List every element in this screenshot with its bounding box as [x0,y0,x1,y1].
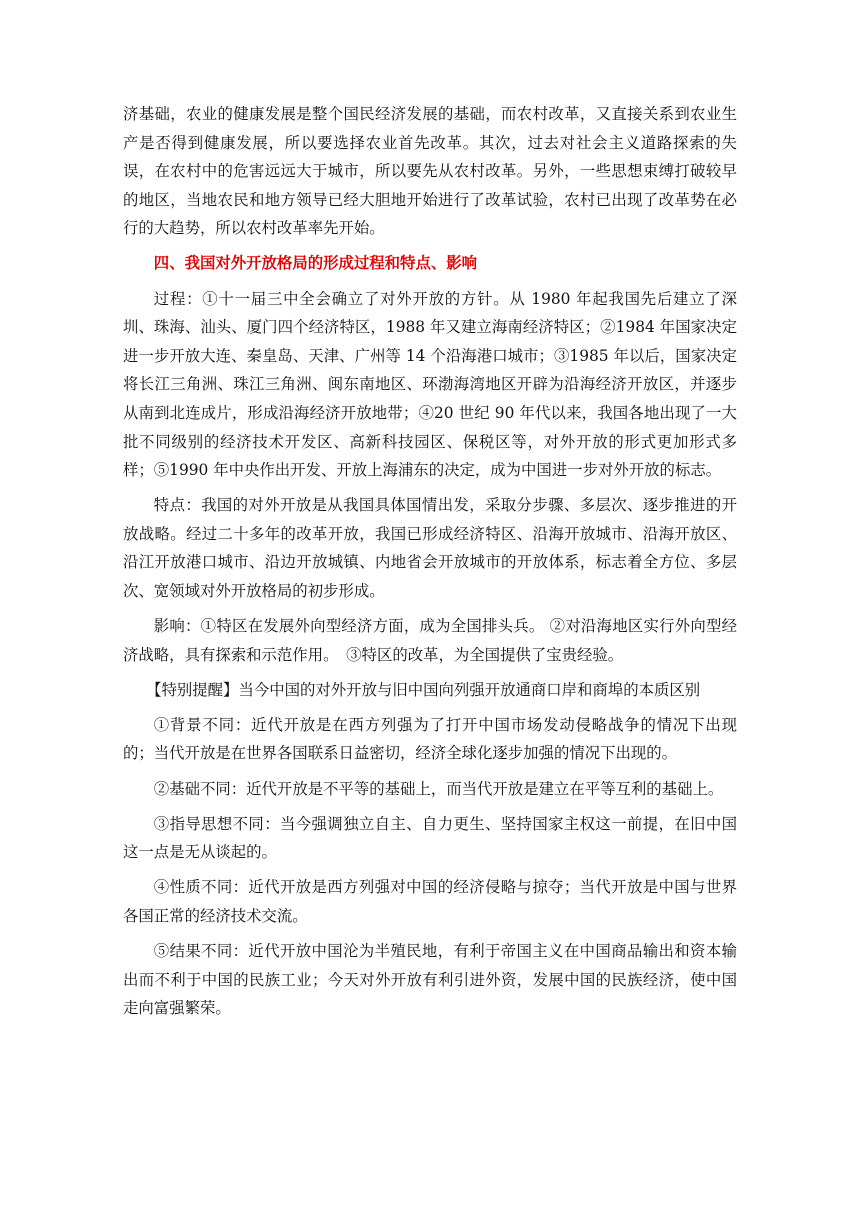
difference-guiding-thought: ③指导思想不同：当今强调独立自主、自力更生、坚持国家主权这一前提，在旧中国这一点是无从谈起的。 [123,814,737,862]
paragraph-process: 过程：①十一届三中全会确立了对外开放的方针。从 1980 年起我国先后建立了深圳、珠海、汕头、厦门四个经济特区，1988 年又建立海南经济特区；②1984 年国家决定进一步开放大连、秦皇岛、天津、广州等 14 个沿海港口城市；③1985 年以后，国家决定将长江三角洲、珠江三角洲、闽东南地区、环渤海湾地区开辟为沿海经济开放区，并逐步从南到北连成片，形成沿海经济开放地带；④20 世纪 90 年代以来，我国各地出现了一大批不同级别的经济技术开发区、高新科技园区、保税区等，对外开放的形式更加形式多样；⑤1990 年中央作出开发、开放上海浦东的决定，成为中国进一步对外开放的标志。 [123,289,737,480]
paragraph-rural-reform-continued: 济基础，农业的健康发展是整个国民经济发展的基础，而农村改革，又直接关系到农业生产是否得到健康发展，所以要选择农业首先改革。其次，过去对社会主义道路探索的失误，在农村中的危害远远大于城市，所以要先从农村改革。另外，一些思想束缚打破较早的地区，当地农民和地方领导已经大胆地开始进行了改革试验，农村已出现了改革势在必行的大趋势，所以农村改革率先开始。 [123,105,737,238]
difference-basis: ②基础不同：近代开放是不平等的基础上，而当代开放是建立在平等互利的基础上。 [153,779,724,798]
paragraph-impact: 影响：①特区在发展外向型经济方面，成为全国排头兵。 ②对沿海地区实行外向型经济战略，具有探索和示范作用。 ③特区的改革，为全国提供了宝贵经验。 [123,617,737,664]
difference-result: ⑤结果不同：近代开放中国沦为半殖民地，有利于帝国主义在中国商品输出和资本输出而不利于中国的民族工业；今天对外开放有利引进外资，发展中国的民族经济，使中国走向富强繁荣。 [123,942,737,1018]
difference-background: ①背景不同：近代开放是在西方列强为了打开中国市场发动侵略战争的情况下出现的；当代开放是在世界各国联系日益密切，经济全球化逐步加强的情况下出现的。 [123,715,737,763]
paragraph-features: 特点：我国的对外开放是从我国具体国情出发，采取分步骤、多层次、逐步推进的开放战略。经过二十多年的改革开放，我国已形成经济特区、沿海开放城市、沿海开放区、沿江开放港口城市、沿边开放城镇、内地省会开放城市的开放体系，标志着全方位、多层次、宽领域对外开放格局的初步形成。 [123,496,737,600]
special-reminder: 【特别提醒】当今中国的对外开放与旧中国向列强开放通商口岸和商埠的本质区别 [146,680,701,699]
document-body [123,100,737,1029]
difference-nature: ④性质不同：近代开放是西方列强对中国的经济侵略与掠夺；当代开放是中国与世界各国正常的经济技术交流。 [123,878,737,925]
section-heading-opening-up: 四、我国对外开放格局的形成过程和特点、影响 [153,254,478,273]
